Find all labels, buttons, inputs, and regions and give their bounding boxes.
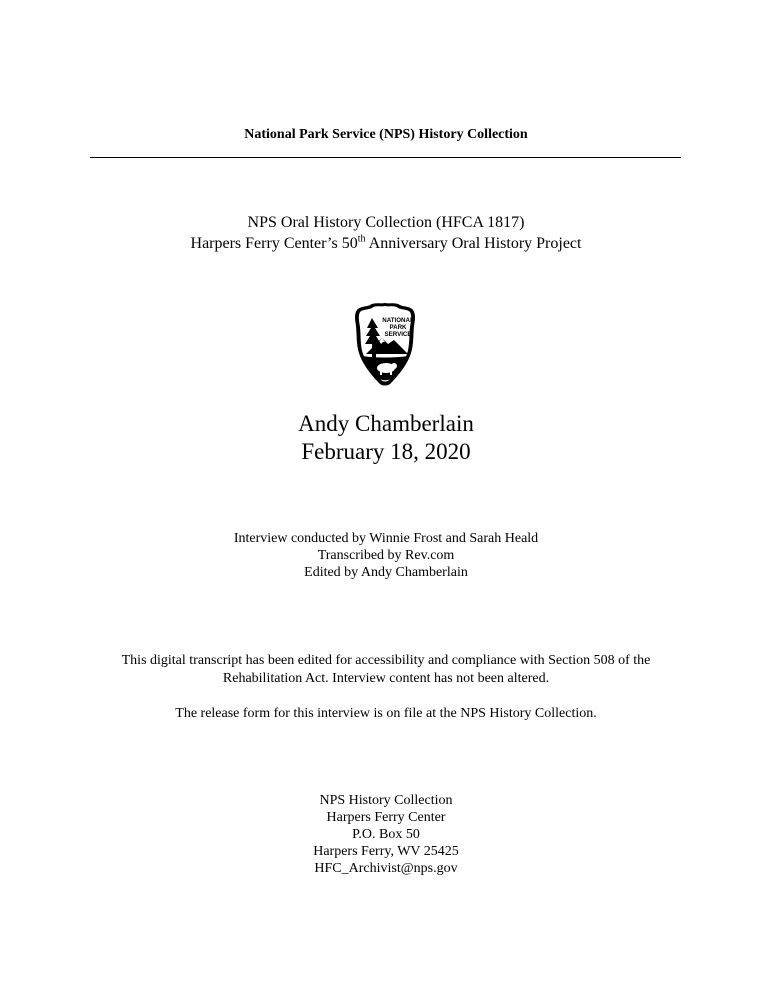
release-form-notice: The release form for this interview is on file at the NPS History Collection. [175, 706, 597, 721]
logo-text-park: PARK [389, 324, 407, 331]
interview-conducted-by: Interview conducted by Winnie Frost and Sarah Heald [233, 531, 539, 546]
logo-text-national: NATIONAL [382, 317, 414, 324]
collection-title: NPS Oral History Collection (HFCA 1817) [247, 214, 525, 231]
interviewee-name: Andy Chamberlain [298, 411, 474, 436]
interviewee-block [0, 410, 772, 466]
nps-arrowhead-logo-icon [352, 302, 418, 386]
credits-block [0, 530, 772, 581]
address-organization: NPS History Collection [319, 793, 453, 808]
logo-text-service: SERVICE [384, 331, 412, 338]
collection-header: National Park Service (NPS) History Collection [244, 127, 528, 142]
address-email: HFC_Archivist@nps.gov [314, 861, 458, 876]
accessibility-notice [0, 652, 772, 688]
interview-date: February 18, 2020 [301, 439, 471, 464]
project-title-superscript: th [357, 233, 366, 245]
accessibility-notice-line2: Rehabilitation Act. Interview content has not been altered. [222, 671, 550, 686]
transcribed-by: Transcribed by Rev.com [317, 548, 455, 563]
header-divider [90, 157, 681, 158]
edited-by: Edited by Andy Chamberlain [304, 565, 468, 580]
project-title [0, 233, 772, 254]
collection-title-block [0, 212, 772, 254]
project-title-part1: Harpers Ferry Center’s 50 [190, 235, 358, 252]
address-po-box: P.O. Box 50 [352, 827, 420, 842]
address-city: Harpers Ferry, WV 25425 [313, 844, 459, 859]
project-title-part2: Anniversary Oral History Project [365, 235, 582, 252]
accessibility-notice-line1: This digital transcript has been edited for accessibility and compliance with Section 508 of the [121, 653, 651, 668]
address-center: Harpers Ferry Center [326, 810, 446, 825]
address-block [0, 792, 772, 877]
